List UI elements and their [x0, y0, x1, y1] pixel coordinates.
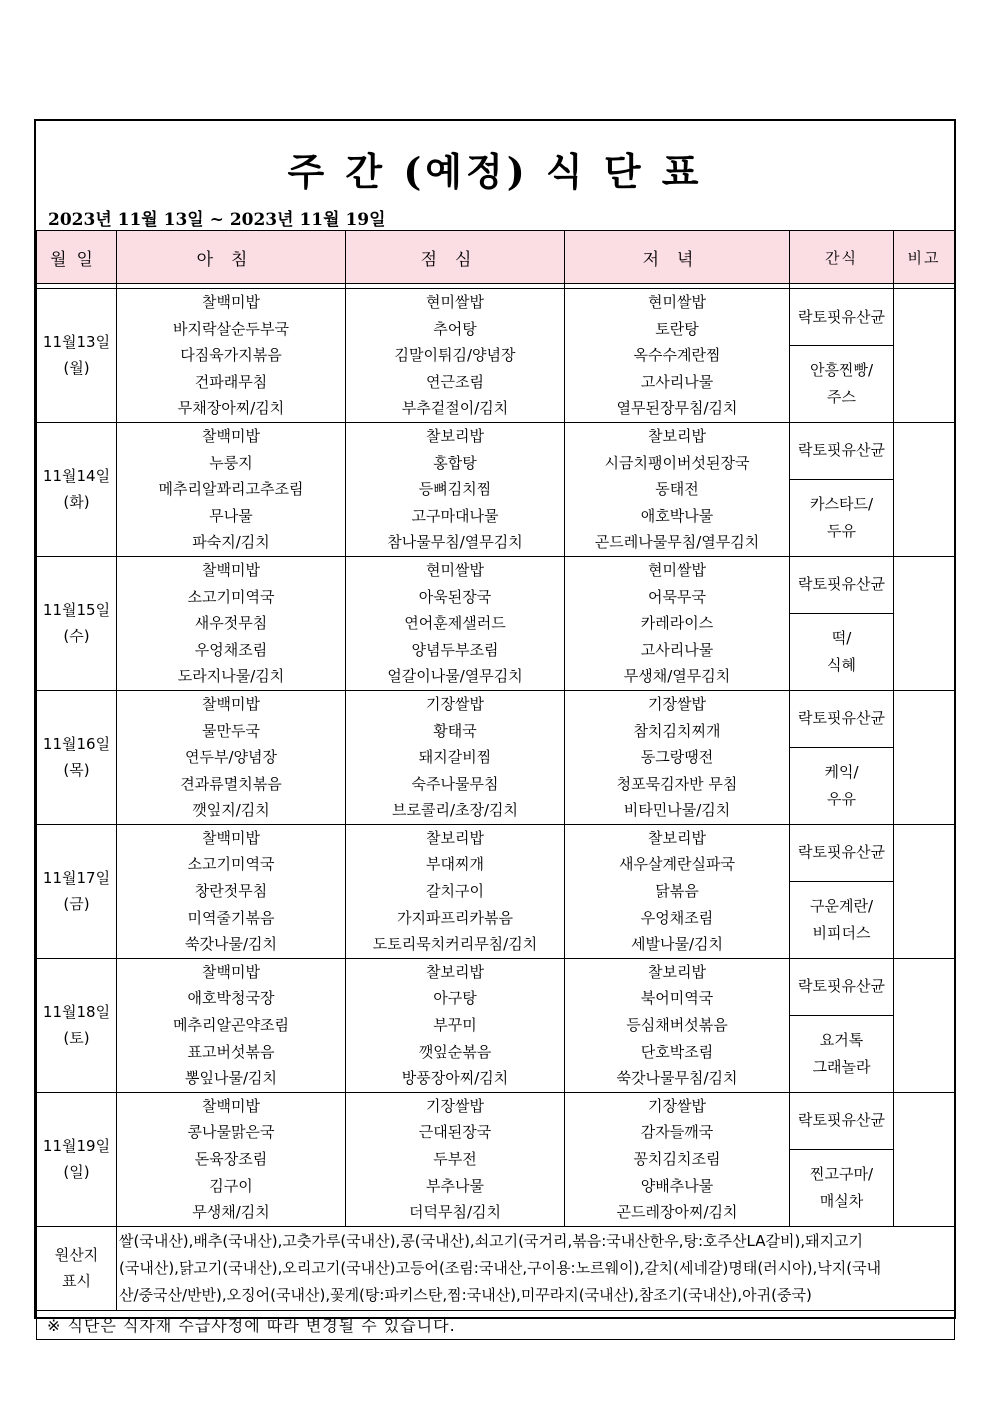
dinner-cell: [565, 1092, 790, 1226]
menu-item: 부추나물: [426, 1176, 484, 1195]
breakfast-cell: [117, 289, 346, 423]
snack-item: [790, 881, 894, 958]
menu-item: 기장쌀밥: [648, 694, 706, 713]
origin-row: [37, 1226, 955, 1310]
lunch-cell: [346, 422, 565, 556]
menu-item: 건파래무침: [194, 372, 268, 391]
menu-item: 파숙지/김치: [192, 533, 270, 552]
menu-item: 고사리나물: [640, 640, 714, 659]
remarks-cell: [894, 690, 955, 824]
menu-sheet: [34, 119, 956, 1336]
snack-item: [790, 1149, 894, 1226]
footer-note: ※ 식단은 식자재 수급사정에 따라 변경될 수 있습니다.: [37, 1310, 955, 1339]
day-date: 11월14일 (화): [37, 422, 117, 556]
menu-item: 동태전: [655, 480, 699, 499]
day-row: [37, 1092, 955, 1149]
menu-item: 찰보리밥: [426, 426, 484, 445]
header-snack: 간식: [790, 231, 894, 284]
remarks-cell: [894, 958, 955, 1092]
menu-item: 가지파프리카볶음: [397, 908, 513, 927]
menu-item: 등뼈김치찜: [418, 480, 492, 499]
menu-item: 카레라이스: [640, 614, 714, 633]
menu-item: 곤드레장아찌/김치: [616, 1203, 738, 1222]
menu-item: 쑥갓나물무침/김치: [616, 1069, 738, 1088]
breakfast-cell: [117, 690, 346, 824]
menu-item: 찰백미밥: [202, 1096, 260, 1115]
menu-item: 기장쌀밥: [426, 1096, 484, 1115]
menu-body: [37, 284, 955, 1227]
menu-item: 부꾸미: [433, 1016, 477, 1035]
menu-item: 고사리나물: [640, 372, 714, 391]
menu-item: 북어미역국: [640, 989, 714, 1008]
menu-item: 감자들깨국: [640, 1123, 714, 1142]
menu-item: 도라지나물/김치: [177, 667, 285, 686]
day-date: 11월15일 (수): [37, 556, 117, 690]
menu-item: 애호박나물: [640, 506, 714, 525]
menu-item: 추어탕: [433, 319, 477, 338]
snack-probiotic: 락토핏유산균: [790, 289, 894, 346]
header-remarks: 비고: [894, 231, 955, 284]
snack-item: [790, 747, 894, 824]
snack-probiotic: 락토핏유산균: [790, 690, 894, 747]
breakfast-cell: [117, 556, 346, 690]
menu-item: 비타민나물/김치: [623, 801, 731, 820]
menu-item: 누룽지: [209, 453, 253, 472]
snack-item: [790, 479, 894, 556]
header-dinner: 저녁: [565, 231, 790, 284]
remarks-cell: [894, 556, 955, 690]
menu-item: 현미쌀밥: [648, 560, 706, 579]
menu-item: 무채장아찌/김치: [177, 399, 285, 418]
menu-item: 홍합탕: [433, 453, 477, 472]
menu-item: 김말이튀김/양념장: [394, 346, 516, 365]
menu-item: 메추리알꽈리고추조림: [158, 480, 304, 499]
menu-item: 주스: [827, 387, 856, 406]
lunch-cell: [346, 690, 565, 824]
date-range: 2023년 11월 13일 ~ 2023년 11월 19일: [48, 210, 386, 230]
menu-item: 소고기미역국: [187, 855, 275, 874]
menu-item: 부대찌개: [426, 855, 484, 874]
header-row: [37, 231, 955, 284]
menu-item: 갈치구이: [426, 882, 484, 901]
menu-item: 아구탕: [433, 989, 477, 1008]
menu-item: 두유: [827, 521, 856, 540]
menu-item: 황태국: [433, 721, 477, 740]
lunch-cell: [346, 824, 565, 958]
menu-item: 열무된장무침/김치: [616, 399, 738, 418]
menu-item: 찰보리밥: [648, 828, 706, 847]
menu-item: 무생채/김치: [192, 1203, 270, 1222]
lunch-cell: [346, 289, 565, 423]
day-date: 11월18일 (토): [37, 958, 117, 1092]
menu-item: 메추리알곤약조림: [173, 1016, 289, 1035]
menu-item: 옥수수계란찜: [633, 346, 721, 365]
dinner-cell: [565, 289, 790, 423]
menu-item: 새우살계란실파국: [619, 855, 735, 874]
menu-item: 연근조림: [426, 372, 484, 391]
day-row: [37, 958, 955, 1015]
menu-item: 닭볶음: [655, 882, 699, 901]
day-row: [37, 824, 955, 881]
menu-item: 찰백미밥: [202, 962, 260, 981]
remarks-cell: [894, 422, 955, 556]
breakfast-cell: [117, 824, 346, 958]
menu-item: 참나물무침/열무김치: [387, 533, 523, 552]
menu-item: 고구마대나물: [411, 506, 499, 525]
menu-item: 근대된장국: [418, 1123, 492, 1142]
menu-item: 찰보리밥: [426, 962, 484, 981]
dinner-cell: [565, 556, 790, 690]
menu-item: 케익/: [824, 762, 859, 781]
menu-item: 깻잎순볶음: [418, 1042, 492, 1061]
lunch-cell: [346, 958, 565, 1092]
menu-item: 연두부/양념장: [185, 748, 277, 767]
menu-item: 방풍장아찌/김치: [401, 1069, 509, 1088]
menu-item: 요거톡: [819, 1030, 864, 1049]
menu-item: 다짐육가지볶음: [180, 346, 282, 365]
menu-item: 무나물: [209, 506, 253, 525]
menu-item: 더덕무침/김치: [409, 1203, 501, 1222]
menu-item: 시금치팽이버섯된장국: [604, 453, 750, 472]
origin-text: 쌀(국내산),배추(국내산),고춧가루(국내산),콩(국내산),쇠고기(국거리,볶음:국내산한우,탕:호주산LA갈비),돼지고기 (국내산),닭고기(국내산),오리고기(국내산)고등어(조림:국내산,구이용:노르웨이),갈치(세네갈)명태(러시아),낙지(국내 산/중국산/반반),오징어(국내산),꽃게(탕:파키스탄,찜:국내산),미꾸라지(국내산),참조기(국내산),아귀(중국): [117, 1226, 955, 1310]
remarks-cell: [894, 289, 955, 423]
menu-item: 창란젓무침: [194, 882, 268, 901]
snack-probiotic: 락토핏유산균: [790, 824, 894, 881]
menu-item: 세발나물/김치: [631, 935, 723, 954]
day-date: 11월17일 (금): [37, 824, 117, 958]
menu-item: 떡/: [831, 628, 852, 647]
day-date: 11월19일 (일): [37, 1092, 117, 1226]
menu-item: 어묵무국: [648, 587, 706, 606]
menu-item: 뽕잎나물/김치: [185, 1069, 277, 1088]
header-lunch: 점심: [346, 231, 565, 284]
menu-item: 청포묵김자반 무침: [616, 774, 738, 793]
day-row: [37, 556, 955, 613]
day-row: [37, 690, 955, 747]
day-row: [37, 422, 955, 479]
header-breakfast: 아침: [117, 231, 346, 284]
lunch-cell: [346, 556, 565, 690]
breakfast-cell: [117, 958, 346, 1092]
day-date: 11월13일 (월): [37, 289, 117, 423]
menu-item: 찰백미밥: [202, 694, 260, 713]
menu-item: 도토리묵치커리무침/김치: [372, 935, 538, 954]
menu-item: 우엉채조림: [194, 640, 268, 659]
snack-item: [790, 1015, 894, 1092]
note-row: [37, 1310, 955, 1339]
menu-table: [36, 230, 955, 1340]
menu-item: 현미쌀밥: [426, 293, 484, 311]
menu-item: 참치김치찌개: [633, 721, 721, 740]
menu-item: 무생채/열무김치: [623, 667, 731, 686]
snack-probiotic: 락토핏유산균: [790, 422, 894, 479]
day-row: [37, 289, 955, 346]
dinner-cell: [565, 824, 790, 958]
menu-item: 단호박조림: [640, 1042, 714, 1061]
menu-item: 현미쌀밥: [426, 560, 484, 579]
menu-item: 콩나물맑은국: [187, 1123, 275, 1142]
menu-item: 구운계란/: [809, 896, 873, 915]
menu-item: 견과류멸치볶음: [180, 774, 282, 793]
remarks-cell: [894, 1092, 955, 1226]
menu-item: 돈육장조림: [194, 1150, 268, 1168]
menu-item: 찰보리밥: [426, 828, 484, 847]
menu-item: 등심채버섯볶음: [626, 1016, 728, 1035]
menu-item: 현미쌀밥: [648, 293, 706, 311]
dinner-cell: [565, 422, 790, 556]
menu-item: 바지락살순두부국: [173, 319, 289, 338]
menu-item: 그래놀라: [812, 1057, 871, 1076]
page-title: 주 간 (예정) 식 단 표: [287, 149, 703, 194]
menu-item: 돼지갈비찜: [418, 748, 492, 767]
menu-item: 찐고구마/: [809, 1164, 873, 1183]
menu-item: 동그랑땡전: [640, 748, 714, 767]
menu-item: 양념두부조림: [411, 640, 499, 659]
menu-item: 기장쌀밥: [648, 1096, 706, 1115]
menu-item: 찰보리밥: [648, 962, 706, 981]
menu-item: 김구이: [209, 1176, 253, 1195]
snack-probiotic: 락토핏유산균: [790, 1092, 894, 1149]
dinner-cell: [565, 690, 790, 824]
menu-item: 우유: [827, 789, 856, 808]
menu-item: 우엉채조림: [640, 908, 714, 927]
menu-item: 연어훈제샐러드: [404, 614, 506, 633]
menu-item: 숙주나물무침: [411, 774, 499, 793]
menu-item: 물만두국: [202, 721, 260, 740]
menu-item: 새우젓무침: [194, 614, 268, 633]
menu-item: 브로콜리/초장/김치: [391, 801, 519, 820]
menu-item: 미역줄기볶음: [187, 908, 275, 927]
menu-item: 소고기미역국: [187, 587, 275, 606]
snack-item: [790, 346, 894, 423]
breakfast-cell: [117, 1092, 346, 1226]
menu-item: 찰백미밥: [202, 293, 260, 311]
breakfast-cell: [117, 422, 346, 556]
menu-item: 아욱된장국: [418, 587, 492, 606]
dinner-cell: [565, 958, 790, 1092]
menu-item: 얼갈이나물/열무김치: [387, 667, 523, 686]
menu-item: 토란탕: [655, 319, 699, 338]
menu-item: 곤드레나물무침/열무김치: [594, 533, 760, 552]
menu-item: 양배추나물: [640, 1176, 714, 1195]
menu-item: 찰백미밥: [202, 828, 260, 847]
menu-item: 매실차: [819, 1191, 864, 1210]
remarks-cell: [894, 824, 955, 958]
snack-item: [790, 613, 894, 690]
menu-item: 찰백미밥: [202, 560, 260, 579]
menu-item: 카스타드/: [809, 494, 873, 513]
header-date: 월일: [37, 231, 117, 284]
snack-probiotic: 락토핏유산균: [790, 556, 894, 613]
origin-label: 원산지 표시: [37, 1226, 117, 1310]
menu-item: 애호박청국장: [187, 989, 275, 1008]
menu-item: 표고버섯볶음: [187, 1042, 275, 1061]
day-date: 11월16일 (목): [37, 690, 117, 824]
menu-item: 안흥찐빵/: [809, 360, 873, 379]
menu-item: 찰보리밥: [648, 426, 706, 445]
menu-item: 두부전: [433, 1150, 477, 1168]
menu-item: 식혜: [827, 655, 856, 674]
menu-item: 찰백미밥: [202, 426, 260, 445]
menu-item: 기장쌀밥: [426, 694, 484, 713]
lunch-cell: [346, 1092, 565, 1226]
snack-probiotic: 락토핏유산균: [790, 958, 894, 1015]
menu-item: 깻잎지/김치: [192, 801, 270, 820]
menu-item: 비피더스: [812, 923, 871, 942]
menu-item: 부추겉절이/김치: [401, 399, 509, 418]
menu-item: 꽁치김치조림: [633, 1150, 721, 1168]
menu-item: 쑥갓나물/김치: [185, 935, 277, 954]
